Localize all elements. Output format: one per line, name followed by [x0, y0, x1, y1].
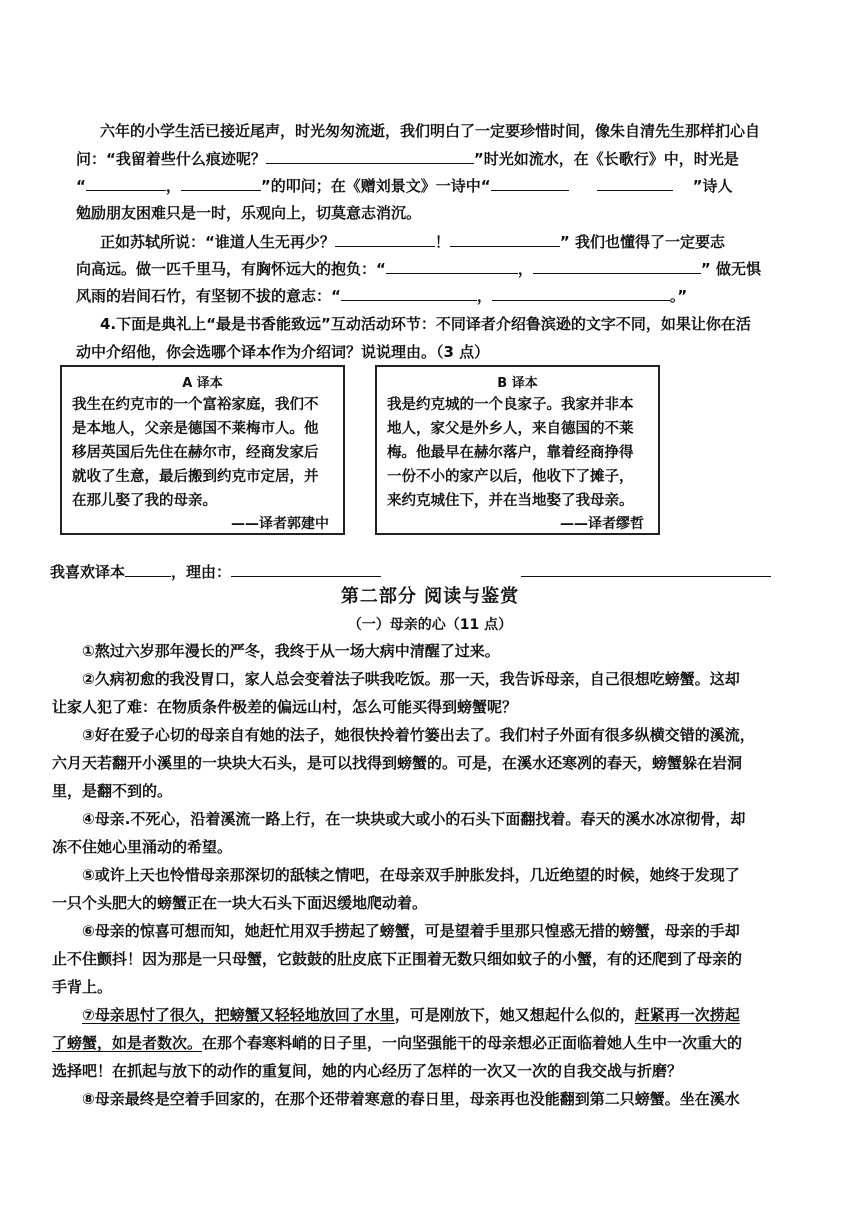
text-line: “ ， ”的叩问；在《赠刘景文》一诗中“ ”诗人 — [76, 177, 733, 195]
passage-line: ①熬过六岁那年漫长的严冬，我终于从一场大病中清醒了过来。 — [82, 642, 500, 660]
text-line: 勉励朋友困难只是一时，乐观向上，切莫意志消沉。 — [76, 204, 422, 222]
underlined-sentence: 了螃蟹，如是者数次。 — [52, 1034, 203, 1052]
text-line: 风雨的岩间石竹，有坚韧不拔的意志：“ ， 。” — [76, 287, 688, 305]
text-line: 向高远。做一匹千里马，有胸怀远大的抱负：“ ， ” 做无惧 — [76, 260, 761, 278]
underlined-sentence: ⑦母亲思忖了很久，把螃蟹又轻轻地放回了水里 — [82, 1006, 395, 1024]
answer-blank[interactable] — [231, 561, 381, 577]
question-4: 4.下面是典礼上“最是书香能致远”互动活动环节：不同译者介绍鲁滨逊的文字不同，如果让你在活 — [100, 315, 751, 333]
passage-line: ⑤或许上天也怜惜母亲那深切的舐犊之情吧，在母亲双手肿胀发抖，几近绝望的时候，她终于发现了 — [82, 866, 740, 884]
passage-line: ②久病初愈的我没胃口，家人总会变着法子哄我吃饭。那一天，我告诉母亲，自己很想吃螃蟹。这却 — [82, 670, 740, 688]
passage-line: 六月天若翻开小溪里的一块块大石头，是可以找得到螃蟹的。可是，在溪水还寒冽的春天，螃蟹躲在岩洞 — [52, 754, 743, 772]
translator-name: ——译者郭建中 — [231, 516, 329, 532]
text-line: 正如苏轼所说：“谁道人生无再少？ ！ ” 我们也懂得了一定要志 — [100, 233, 725, 251]
passage-line: 选择吧！在抓起与放下的动作的重复间，她的内心经历了怎样的一次又一次的自我交战与折磨？ — [52, 1062, 683, 1080]
answer-blank[interactable] — [266, 148, 474, 164]
answer-blank[interactable] — [125, 561, 171, 577]
answer-blank[interactable] — [181, 175, 261, 191]
box-line: 我是约克城的一个良家子。我家并非本 — [387, 397, 634, 413]
translation-box-b — [375, 365, 660, 535]
passage-line: 让家人犯了难：在物质条件极差的偏远山村，怎么可能买得到螃蟹呢？ — [52, 698, 518, 716]
answer-blank[interactable] — [335, 231, 435, 247]
box-line: 一份不小的家产以后，他收下了摊子， — [387, 469, 634, 485]
question-4-cont: 动中介绍他，你会选哪个译本作为介绍词？说说理由。（3 点） — [76, 343, 490, 361]
box-line: 地人，家父是外乡人，来自德国的不莱 — [387, 421, 634, 437]
passage-line: 手背上。 — [52, 978, 113, 996]
answer-blank[interactable] — [492, 285, 670, 301]
box-line: 在那儿娶了我的母亲。 — [72, 493, 217, 509]
box-line: 就收了生意，最后搬到约克市定居，并 — [72, 469, 319, 485]
answer-line: 我喜欢译本 ，理由： — [50, 561, 790, 582]
passage-line: 冻不住她心里涌动的希望。 — [52, 838, 233, 856]
box-line: 来约克城住下，并在当地娶了我母亲。 — [387, 493, 634, 509]
box-line: 梅。他最早在赫尔落户，靠着经商挣得 — [387, 445, 634, 461]
passage-title: （一）母亲的心（11 点） — [347, 617, 513, 633]
passage-line: 了螃蟹，如是者数次。在那个春寒料峭的日子里，一向坚强能干的母亲想必正面临着她人生中一次重大的 — [52, 1034, 743, 1052]
passage-line: 一只个头肥大的螃蟹正在一块大石头下面迟缓地爬动着。 — [52, 894, 428, 912]
box-line: 我生在约克市的一个富裕家庭，我们不 — [72, 397, 319, 413]
passage-line: ④母亲.不死心，沿着溪流一路上行，在一块块或大或小的石头下面翻找着。春天的溪水冰凉彻骨，却 — [82, 810, 746, 828]
passage-line: ⑥母亲的惊喜可想而知，她赶忙用双手捞起了螃蟹，可是望着手里那只惶惑无措的螃蟹，母亲的手却 — [82, 922, 740, 940]
passage-line: ⑧母亲最终是空着手回家的，在那个还带着寒意的春日里，母亲再也没能翻到第二只螃蟹。坐在溪水 — [82, 1090, 740, 1108]
text-line: 问：“我留着些什么痕迹呢？ ”时光如流水，在《长歌行》中，时光是 — [76, 150, 739, 168]
text-line: 六年的小学生活已接近尾声，时光匆匆流逝，我们明白了一定要珍惜时间，像朱自清先生那样扪心自 — [100, 122, 761, 140]
underlined-sentence: 赶紧再一次捞起 — [634, 1006, 740, 1024]
passage-line: 止不住颤抖！因为那是一只母蟹，它鼓鼓的肚皮底下正围着无数只细如蚊子的小蟹，有的还爬到了母亲的 — [52, 950, 743, 968]
answer-blank[interactable] — [521, 561, 771, 577]
box-line: 是本地人，父亲是德国不莱梅市人。他 — [72, 421, 319, 437]
passage-line: 里，是翻不到的。 — [52, 782, 173, 800]
answer-blank[interactable] — [86, 175, 166, 191]
answer-blank[interactable] — [597, 175, 673, 191]
answer-blank[interactable] — [386, 258, 518, 274]
box-title: A 译本 — [182, 376, 223, 391]
translation-box-a — [60, 365, 345, 535]
translator-name: ——译者缪哲 — [560, 516, 644, 532]
answer-blank[interactable] — [341, 285, 477, 301]
passage-line: ⑦母亲思忖了很久，把螃蟹又轻轻地放回了水里，可是刚放下，她又想起什么似的，赶紧再一次捞起 — [82, 1006, 740, 1024]
box-line: 移居英国后先住在赫尔市，经商发家后 — [72, 445, 319, 461]
answer-blank[interactable] — [450, 231, 560, 247]
answer-blank[interactable] — [491, 175, 569, 191]
box-title: B 译本 — [497, 376, 538, 391]
passage-line: ③好在爱子心切的母亲自有她的法子，她很快拎着竹篓出去了。我们村子外面有很多纵横交错的溪流， — [82, 726, 755, 744]
section-title: 第二部分 阅读与鉴赏 — [340, 586, 520, 607]
answer-blank[interactable] — [533, 258, 701, 274]
